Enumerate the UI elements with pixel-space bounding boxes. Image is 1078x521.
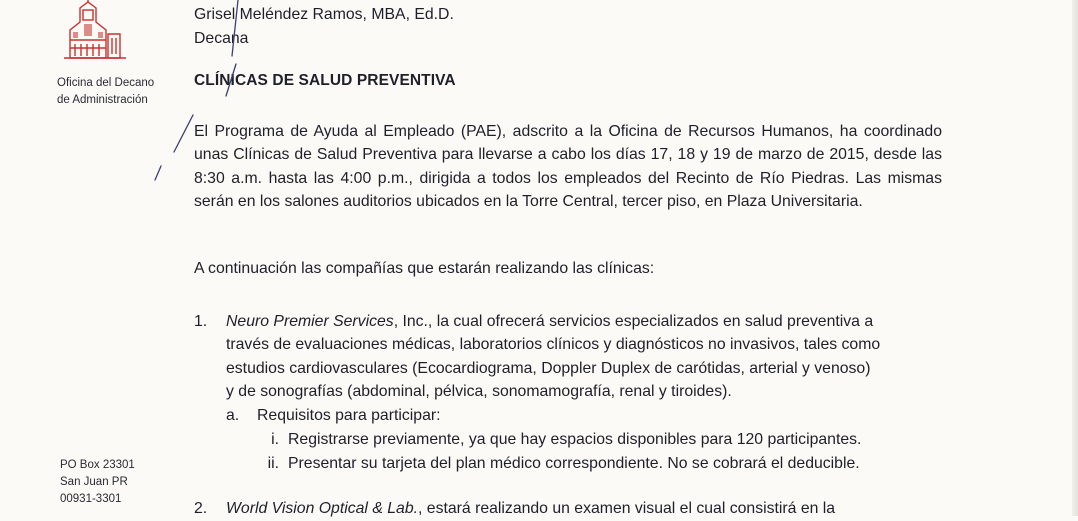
list-item-body — [226, 310, 942, 404]
office-line: de Administración — [57, 94, 148, 106]
company-name: Neuro Premier Services — [226, 313, 394, 330]
list-item — [0, 310, 1078, 480]
building-seal-icon — [62, 0, 128, 62]
sublist-mark: a. — [226, 407, 240, 424]
office-line: Oficina del Decano — [57, 77, 155, 89]
subpoint-text: Registrarse previamente, ya que hay espacios disponibles para 120 participantes. — [288, 431, 862, 448]
address-line: PO Box 23301 — [60, 459, 135, 471]
intro-text: A continuación las compañías que estarán realizando las clínicas: — [194, 260, 655, 277]
sender-title: Decana — [194, 30, 249, 47]
list-line — [226, 497, 942, 520]
list-number: 1. — [194, 313, 208, 330]
body-paragraph: El Programa de Ayuda al Empleado (PAE), adscrito a la Oficina de Recursos Humanos, ha coordinado unas Clínicas de Salud Preventiva para llevarse a cabo los días 17, 18 y 19 de marzo de 2015, desde las 8:30 a.m. hasta las 4:00 p.m., dirigida a todos los empleados del Recinto de Río Piedras. Las mismas serán en los salones auditorios ubicados en la Torre Central, tercer piso, en Plaza Universitaria. — [194, 123, 942, 211]
list-line: estudios cardiovasculares (Ecocardiograma, Doppler Duplex de carótidas, arterial y venoso) — [226, 359, 871, 377]
list-line — [226, 310, 942, 333]
sender-block — [194, 3, 454, 51]
office-block — [57, 75, 154, 109]
list-item — [0, 497, 1078, 521]
address-line: San Juan PR — [60, 476, 128, 488]
address-line: 00931-3301 — [60, 493, 122, 505]
list-number: 2. — [194, 500, 208, 517]
subpoint-mark: i. — [271, 431, 279, 448]
page-edge — [1072, 0, 1078, 516]
subpoint-text: Presentar su tarjeta del plan médico correspondiente. No se cobrará el deducible. — [288, 455, 860, 472]
list-line: y de sonografías (abdominal, pélvica, sonomamografía, renal y tiroides). — [226, 383, 732, 401]
list-line-text: , estará realizando un examen visual el cual consistirá en la — [418, 500, 836, 517]
sender-name: Grisel Meléndez Ramos, MBA, Ed.D. — [194, 6, 454, 23]
company-name: World Vision Optical & Lab. — [226, 500, 418, 517]
list-line-text: , Inc., la cual ofrecerá servicios especializados en salud preventiva a — [393, 313, 874, 330]
sublist-text: Requisitos para participar: — [257, 407, 441, 424]
list-line: través de evaluaciones médicas, laboratorios clínicos y diagnósticos no invasivos, tales como — [226, 336, 881, 354]
page-title: CLÍNICAS DE SALUD PREVENTIVA — [194, 72, 456, 89]
list-item-body — [226, 497, 942, 520]
subpoint-mark: ii. — [267, 455, 279, 472]
